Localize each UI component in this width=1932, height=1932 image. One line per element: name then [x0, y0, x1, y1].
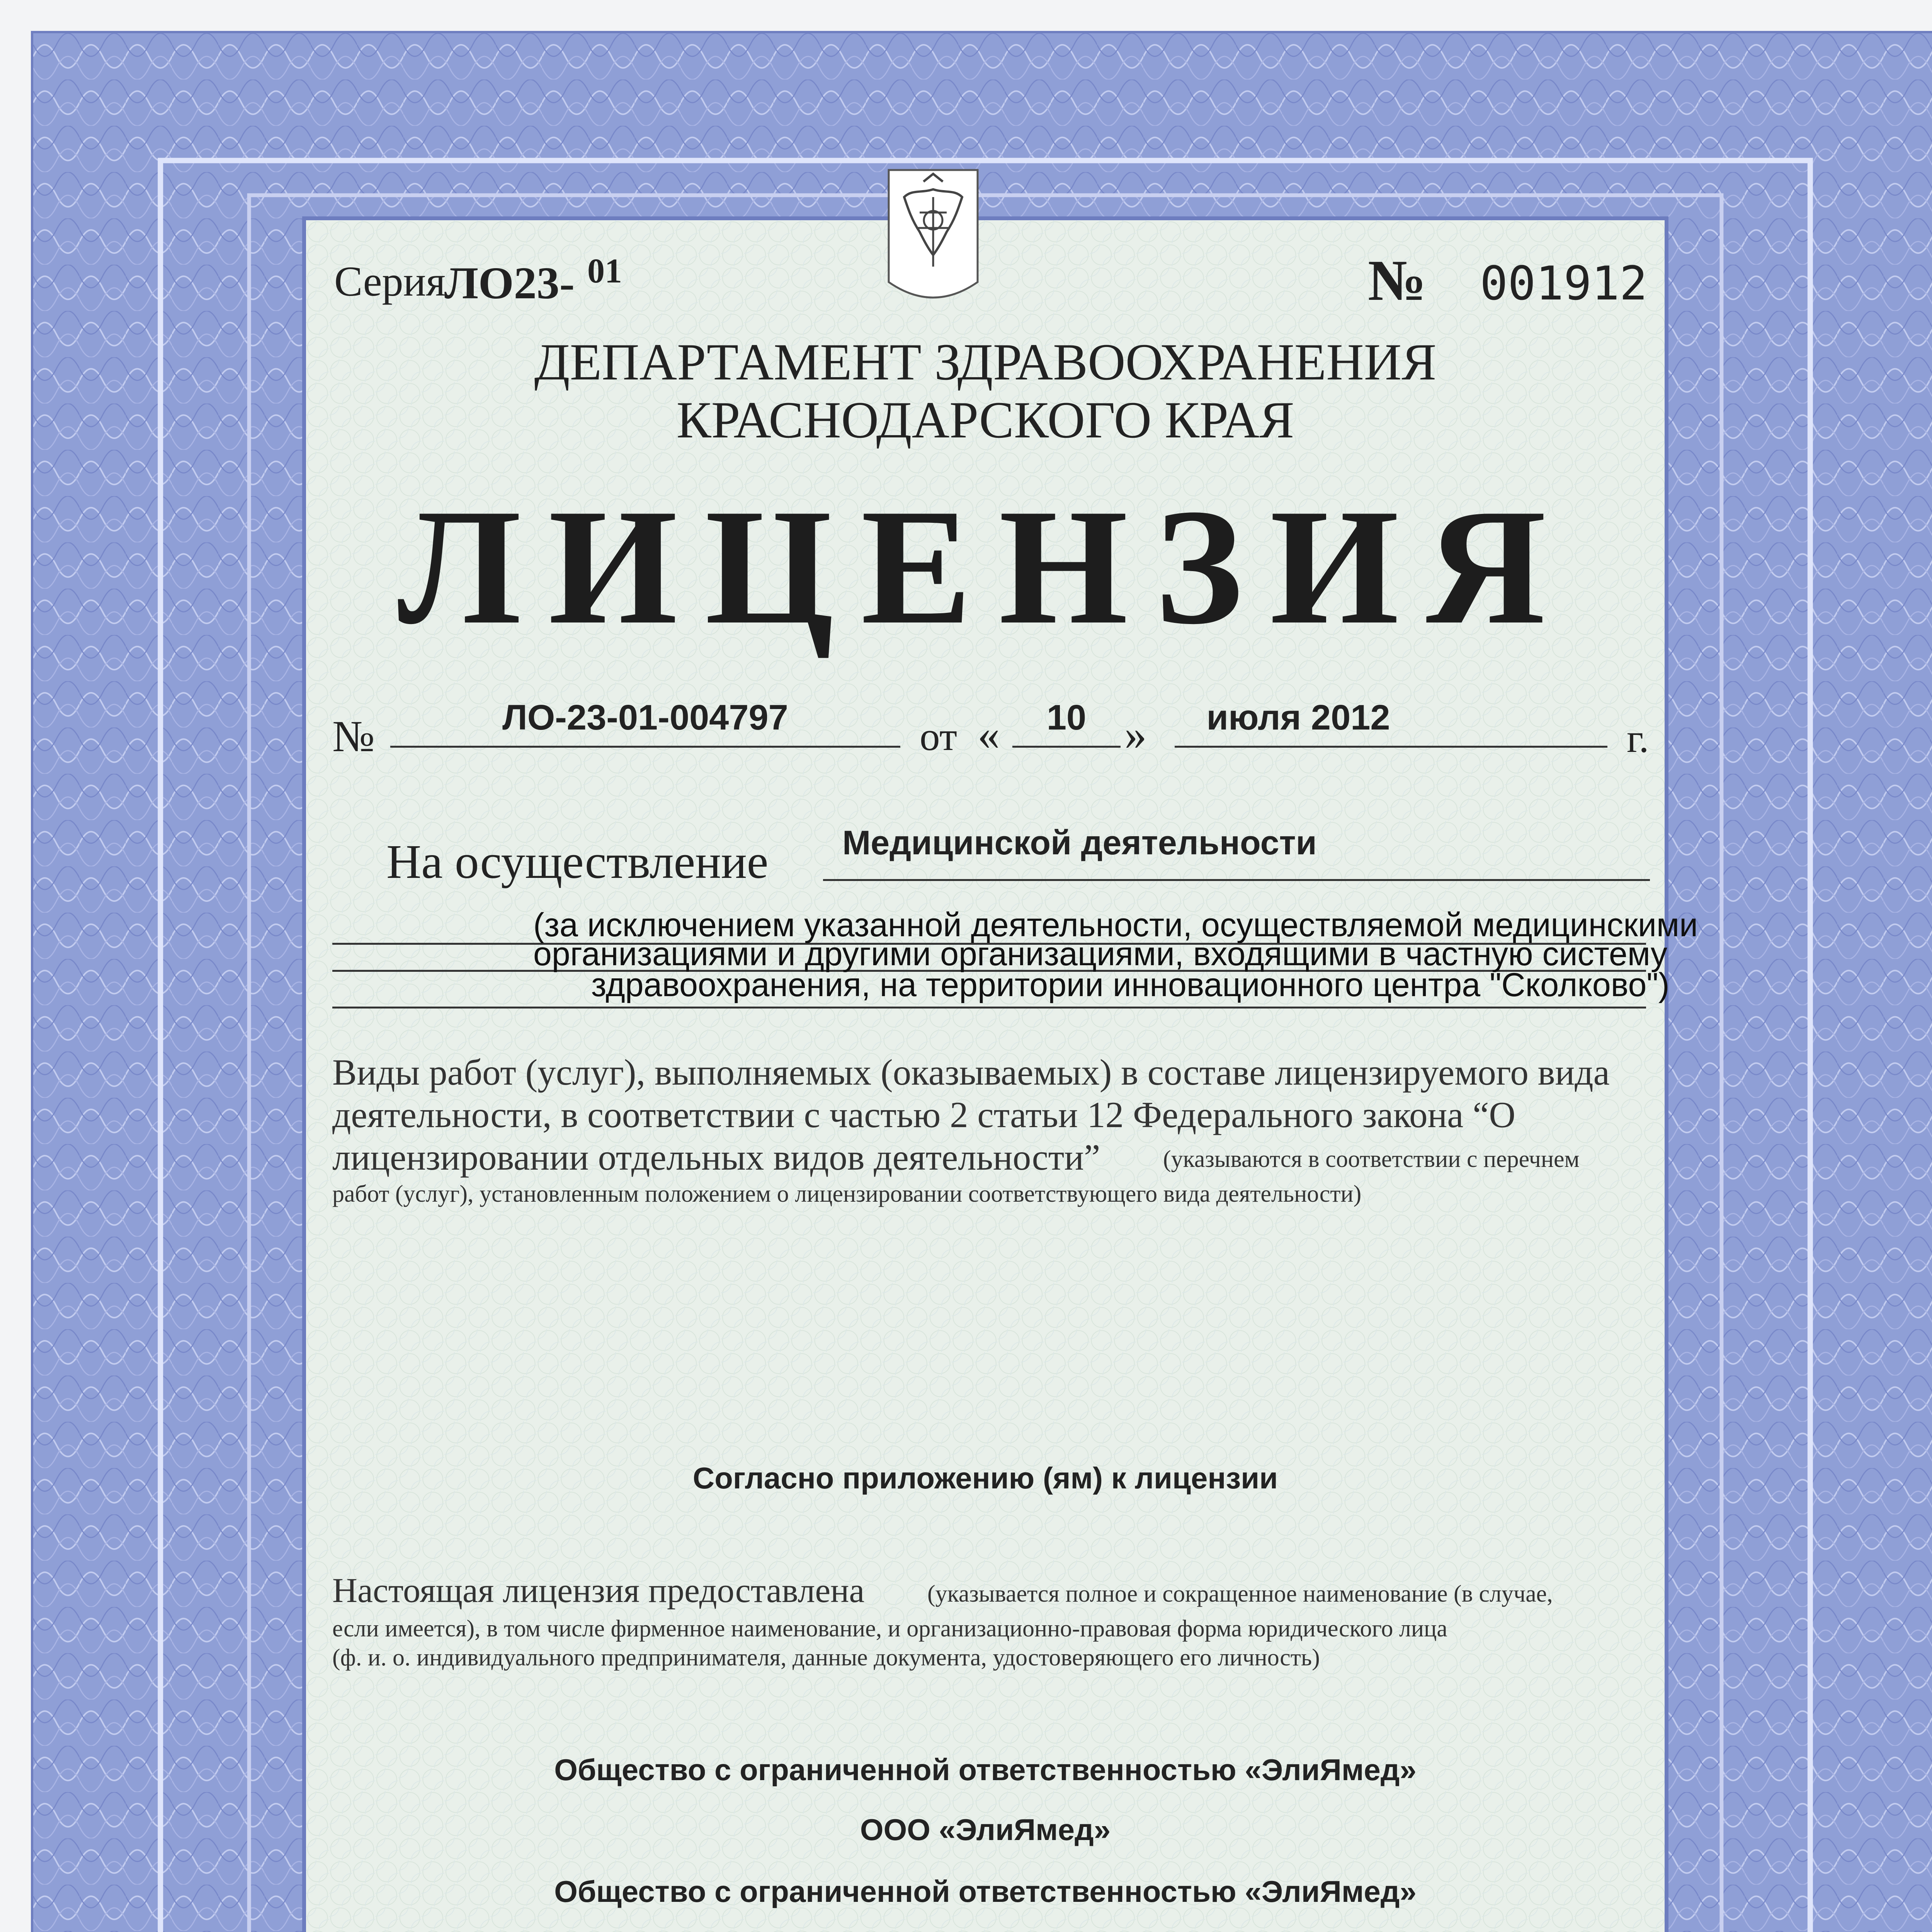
issuer-line2: КРАСНОДАРСКОГО КРАЯ: [676, 391, 1294, 449]
grantee-note-inline: (указывается полное и сокращенное наименование (в случае,: [927, 1581, 1553, 1607]
grantee-short-name: ООО «ЭлиЯмед»: [860, 1813, 1111, 1847]
from-label: от: [920, 714, 957, 759]
works-value: Согласно приложению (ям) к лицензии: [692, 1461, 1278, 1495]
exclusion-line-3: здравоохранения, на территории инновационного центра "Сколково"): [591, 966, 1670, 1003]
license-number-sign: №: [332, 712, 375, 761]
series-suffix: 01: [587, 252, 622, 290]
works-line-3: лицензировании отдельных видов деятельности”: [332, 1137, 1100, 1178]
grantee-label: Настоящая лицензия предоставлена: [332, 1571, 865, 1610]
series-label: Серия: [334, 258, 446, 305]
exclusion-line-1: (за исключением указанной деятельности, осуществляемой медицинскими: [533, 906, 1698, 944]
license-number: ЛО-23-01-004797: [502, 698, 788, 737]
grantee-note-line-3: (ф. и. о. индивидуального предпринимателя, данные документа, удостоверяющего его личность): [332, 1645, 1320, 1671]
works-note-line-2: работ (услуг), установленным положением о лицензировании соответствующего вида деятельности): [332, 1181, 1362, 1207]
document-title: ЛИЦЕНЗИЯ: [397, 475, 1573, 659]
license-day: 10: [1046, 698, 1087, 737]
activity-label: На осуществление: [386, 835, 769, 889]
form-number: 001912: [1480, 257, 1648, 311]
year-suffix: г.: [1627, 716, 1649, 761]
quote-close: »: [1124, 710, 1147, 759]
coat-of-arms-icon: [885, 166, 981, 313]
exclusion-line-2: организациями и другими организациями, входящими в частную систему: [533, 935, 1667, 973]
activity-value: Медицинской деятельности: [842, 823, 1317, 862]
works-line-2: деятельности, в соответствии с частью 2 статьи 12 Федерального закона “О: [332, 1094, 1515, 1135]
works-line-1: Виды работ (услуг), выполняемых (оказываемых) в составе лицензируемого вида: [332, 1052, 1610, 1093]
issuer-line1: ДЕПАРТАМЕНТ ЗДРАВООХРАНЕНИЯ: [534, 333, 1437, 391]
works-note-inline: (указываются в соответствии с перечнем: [1163, 1146, 1580, 1172]
form-number-sign: №: [1368, 248, 1426, 313]
series-value: ЛО23-: [444, 258, 575, 308]
license-month-year: июля 2012: [1206, 698, 1390, 737]
quote-open: «: [978, 710, 1000, 759]
grantee-note-line-2: если имеется), в том числе фирменное наименование, и организационно-правовая форма юридического лица: [332, 1616, 1447, 1642]
grantee-brand-name: Общество с ограниченной ответственностью «ЭлиЯмед»: [554, 1874, 1417, 1908]
grantee-full-name: Общество с ограниченной ответственностью «ЭлиЯмед»: [554, 1753, 1417, 1787]
